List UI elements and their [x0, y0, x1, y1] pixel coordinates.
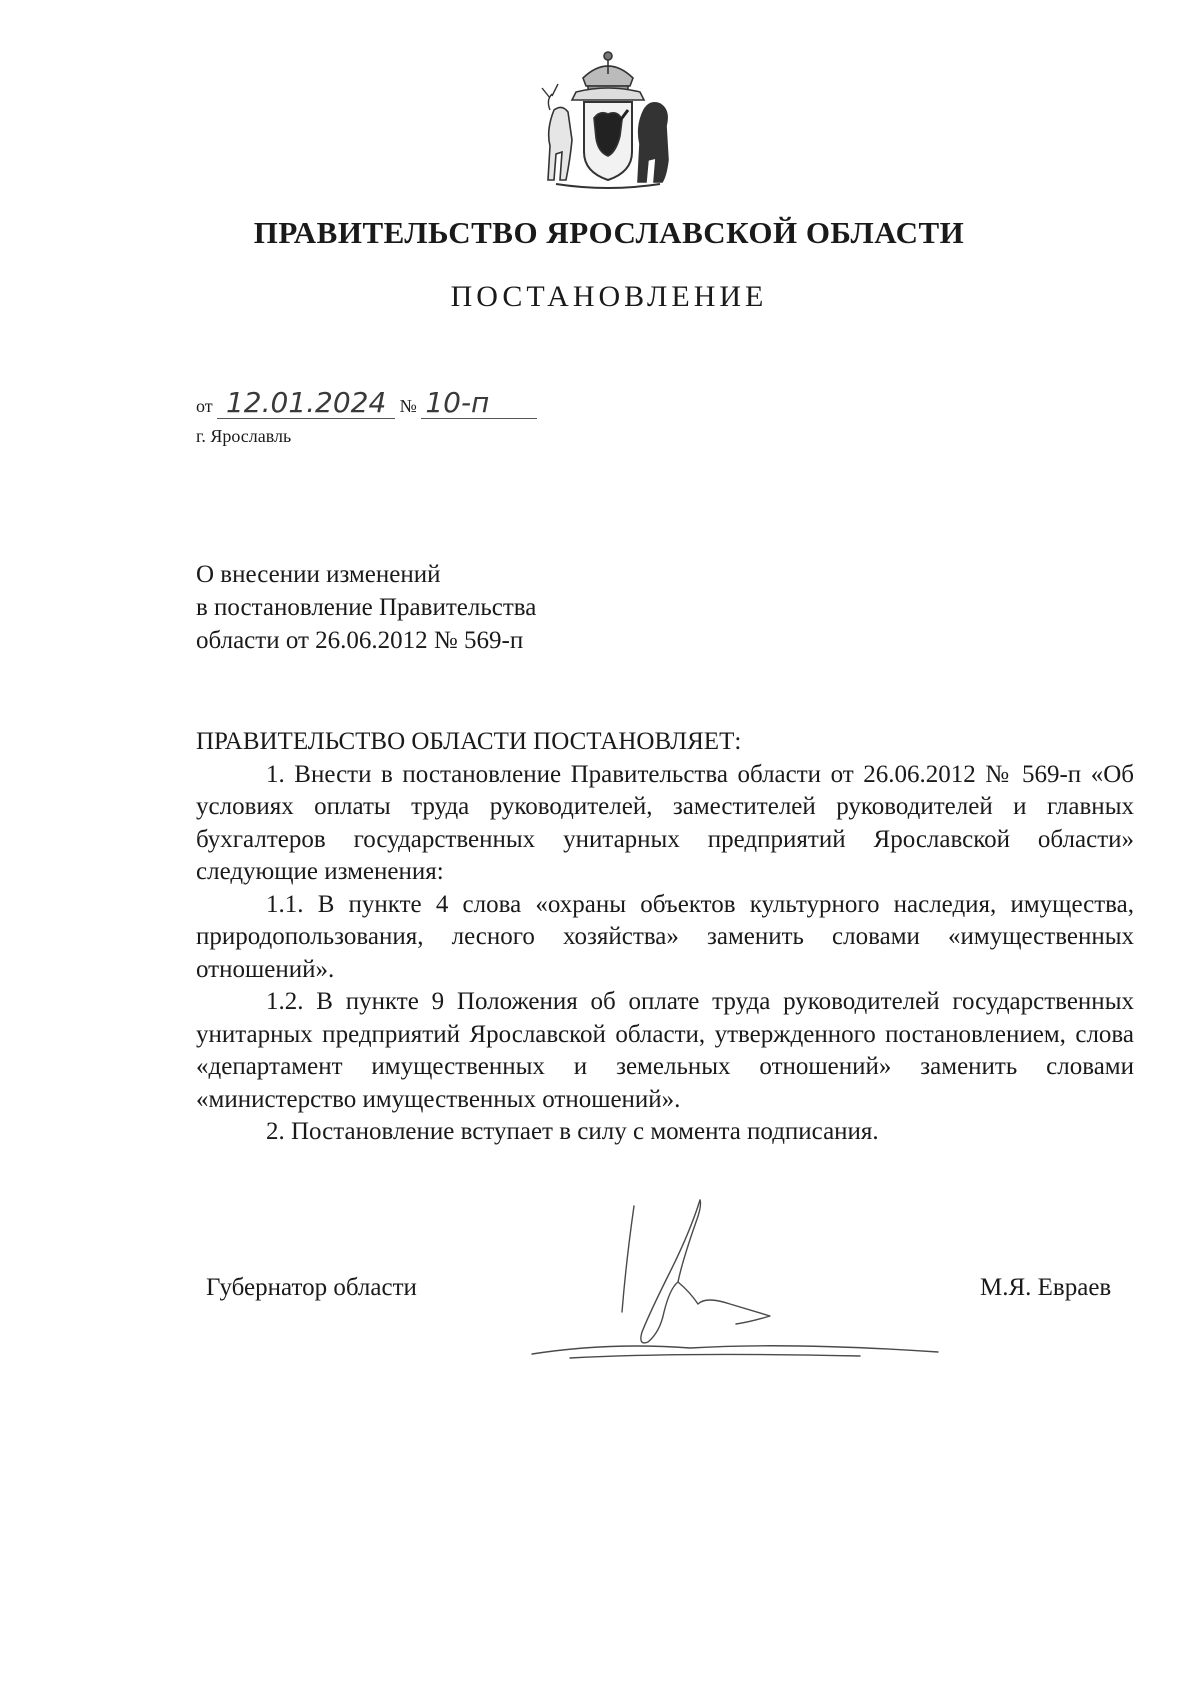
document-date: 12.01.2024	[217, 388, 395, 419]
document-requisites	[196, 388, 537, 422]
organization-title: ПРАВИТЕЛЬСТВО ЯРОСЛАВСКОЙ ОБЛАСТИ	[253, 215, 965, 250]
document-number: 10-п	[421, 388, 537, 419]
body-paragraph: 1.1. В пункте 4 слова «охраны объектов культурного наследия, имущества, природопользования, лесного хозяйства» заменить словами «имущественных отношений».	[196, 890, 1134, 983]
document-city: г. Ярославль	[196, 426, 292, 446]
handwritten-signature-icon	[530, 1192, 950, 1372]
body-paragraph: 1.2. В пункте 9 Положения об оплате труда руководителей государственных унитарных предприятий Ярославской области, утвержденного постановлением, слова «департамент имущественных и земельных отношений» заменить словами «министерство имущественных отношений».	[196, 988, 1134, 1113]
subject-line: области от 26.06.2012 № 569-п	[196, 627, 524, 654]
document-type: ПОСТАНОВЛЕНИЕ	[450, 280, 768, 313]
document-body	[196, 726, 1134, 1149]
coat-of-arms-icon	[528, 40, 688, 200]
body-paragraph: 2. Постановление вступает в силу с момента подписания.	[266, 1118, 879, 1145]
subject-line: в постановление Правительства	[196, 594, 537, 621]
subject-line: О внесении изменений	[196, 561, 441, 588]
date-prefix: от	[196, 396, 213, 416]
signatory-role: Губернатор области	[206, 1274, 417, 1301]
signature-block	[0, 1250, 1200, 1370]
body-paragraph: 1. Внести в постановление Правительства области от 26.06.2012 № 569-п «Об условиях оплаты труда руководителей, заместителей руководителей и главных бухгалтеров государственных унитарных предприятий Ярославской области» следующие изменения:	[196, 760, 1134, 885]
document-subject	[196, 558, 536, 657]
number-prefix: №	[399, 396, 417, 416]
resolves-heading: ПРАВИТЕЛЬСТВО ОБЛАСТИ ПОСТАНОВЛЯЕТ:	[196, 728, 742, 755]
signatory-name: М.Я. Евраев	[980, 1274, 1112, 1301]
